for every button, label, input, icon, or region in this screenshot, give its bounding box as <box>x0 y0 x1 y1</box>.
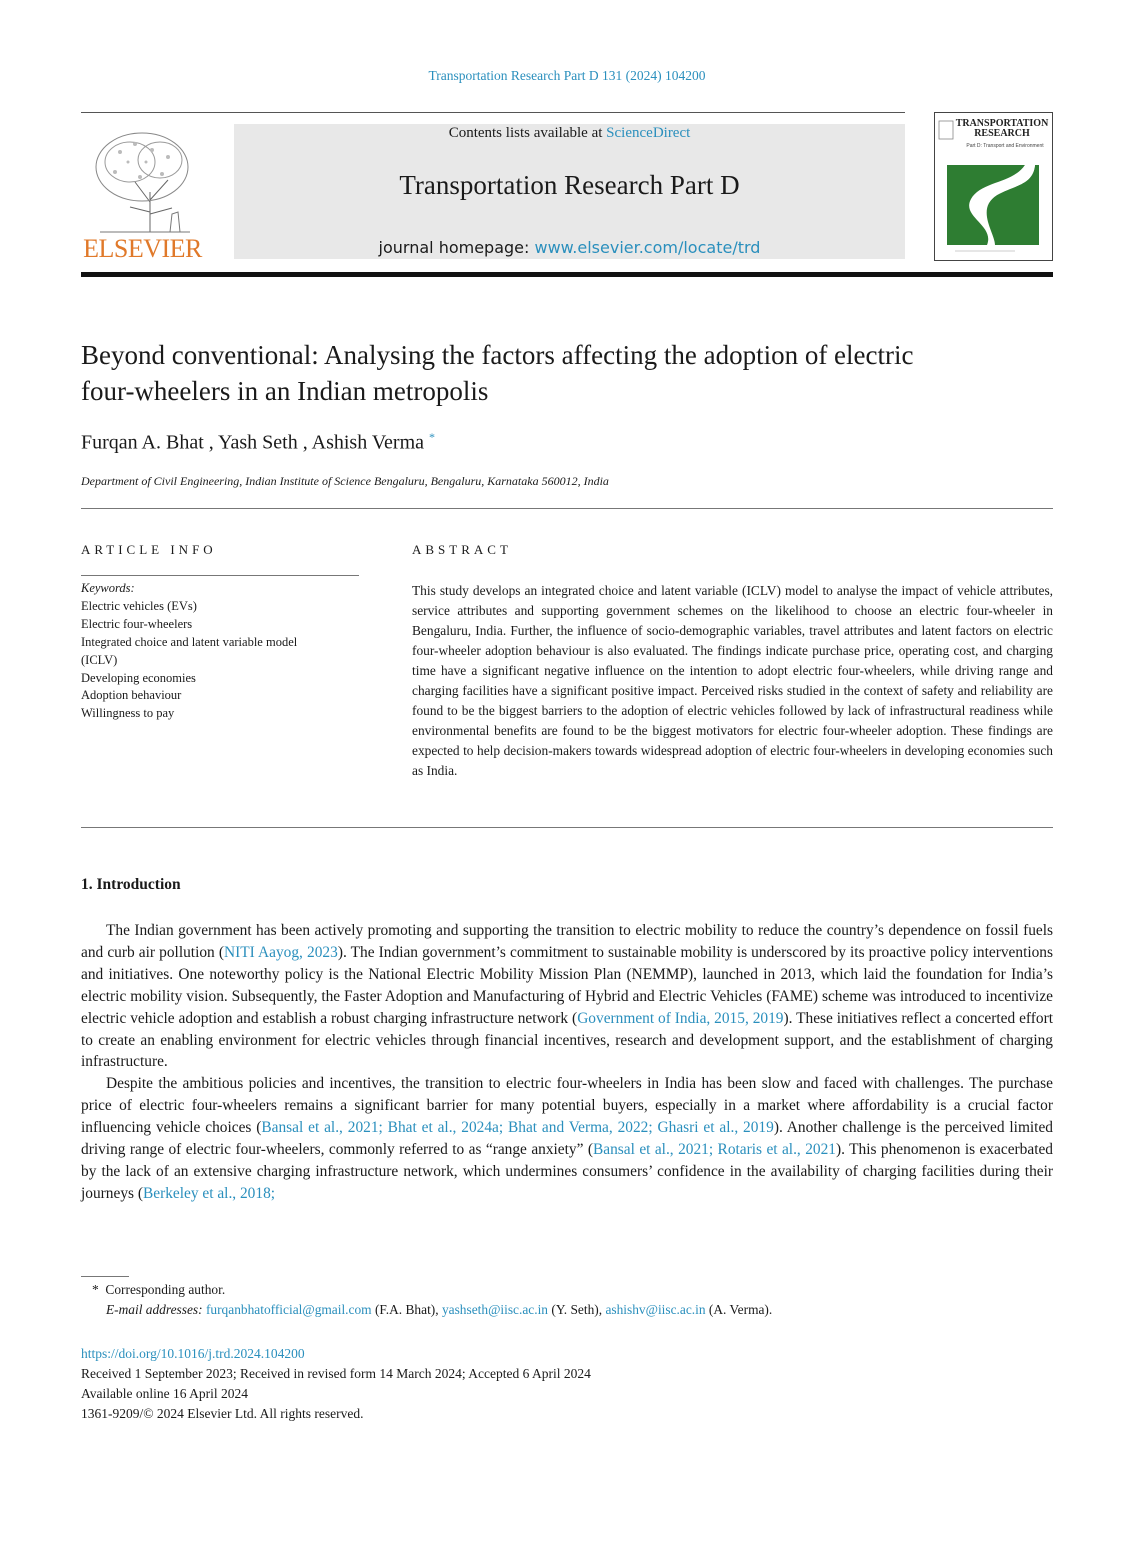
paragraph-text: ). Another challenge is the perceived limited driving range of electric four-wheelers, commonly referred to as “range anxiety” ( <box>81 1119 1053 1159</box>
citation-link[interactable]: Berkeley et al., 2018; <box>142 1184 276 1202</box>
author-separator: , <box>297 431 312 454</box>
keyword-item: Electric four-wheelers <box>81 616 193 631</box>
email-label: E-mail addresses: <box>106 1302 203 1317</box>
abstract-text: This study develops an integrated choice and latent variable (ICLV) model to analyse the impact of vehicle attributes, service attributes and supporting government schemes on the likelihood to choose an electric four-wheeler in Bengaluru, India. Further, the influence of socio-demographic variables, travel attributes and latent factors on electric four-wheeler adoption behaviour is also evaluated. The findings indicate purchase price, operating cost, and charging time have a significant negative influence on the intention to adopt electric four-wheelers, while driving range and charging facilities have a significant positive impact. Perceived risks studied in the context of safety and reliability are found to be the biggest barriers to the adoption of electric vehicles followed by lack of infrastructural readiness while environmental benefits are found to be the biggest motivators for electric four-wheeler adoption. These findings are expected to help decision-makers towards widespread adoption of electric four-wheelers in developing economies such as India. <box>412 583 1053 778</box>
top-divider <box>81 112 905 113</box>
section-heading-introduction: 1. Introduction <box>81 876 181 893</box>
keyword-item: Electric vehicles (EVs) <box>81 598 197 613</box>
article-info-heading: ARTICLE INFO <box>81 542 217 557</box>
paragraph-text: The Indian government has been actively promoting and supporting the transition to electric mobility to reduce the country’s dependence on fossil fuels and curb air pollution ( <box>81 922 1053 961</box>
cover-road-graphic <box>935 113 1052 260</box>
footnote-mark: * <box>92 1282 99 1297</box>
keyword-item: Willingness to pay <box>81 706 175 721</box>
author-name[interactable]: Yash Seth <box>218 431 298 454</box>
paragraph <box>81 1073 1053 1204</box>
received-dates: Received 1 September 2023; Received in revised form 14 March 2024; Accepted 6 April 2024 <box>81 1366 591 1381</box>
cover-subtitle: Part D: Transport and Environment <box>966 143 1044 149</box>
contents-line <box>234 125 905 142</box>
article-info-divider <box>81 575 359 576</box>
email-owner: (A. Verma). <box>708 1302 773 1317</box>
email-link[interactable]: yashseth@iisc.ac.in <box>441 1302 548 1317</box>
copyright: 1361-9209/© 2024 Elsevier Ltd. All rights reserved. <box>81 1406 364 1421</box>
homepage-line <box>234 238 905 257</box>
paragraph-text: ). The Indian government’s commitment to sustainable mobility is underscored by its proactive policy interventions and initiatives. One noteworthy policy is the National Electric Mobility Mission Plan (NEMMP), launched in 2013, which laid the foundation for India’s electric mobility vision. Subsequently, the Faster Adoption and Manufacturing of Hybrid and Electric Vehicles (FAME) scheme was introduced to incentivize electric vehicle adoption and establish a robust charging infrastructure network ( <box>81 943 1053 1027</box>
journal-cover-thumbnail <box>934 112 1053 261</box>
homepage-prefix: journal homepage: <box>378 238 535 257</box>
homepage-link[interactable]: www.elsevier.com/locate/trd <box>534 238 761 257</box>
journal-title: Transportation Research Part D <box>399 170 740 200</box>
email-link[interactable]: ashishv@iisc.ac.in <box>605 1302 706 1317</box>
citation-link[interactable]: Bansal et al., 2021; Rotaris et al., 2021 <box>593 1141 836 1159</box>
abstract-heading: ABSTRACT <box>412 542 512 557</box>
online-date: Available online 16 April 2024 <box>81 1386 248 1401</box>
keyword-item: Adoption behaviour <box>81 688 182 703</box>
footnote-divider <box>81 1276 129 1277</box>
sciencedirect-link[interactable]: ScienceDirect <box>606 125 691 141</box>
contents-prefix: Contents lists available at <box>448 125 607 141</box>
header-thick-divider <box>81 272 1053 277</box>
elsevier-wordmark: ELSEVIER <box>83 234 202 263</box>
paragraph-text: ). This phenomenon is exacerbated by the lack of an extensive charging infrastructure network, which undermines consumers’ confidence in the availability of charging facilities during their journeys ( <box>81 1141 1053 1202</box>
paragraph-text: ). These initiatives reflect a concerted effort to create an enabling environment for electric vehicles through financial incentives, research and development support, and the establishment of charging infrastructure. <box>81 1009 1053 1071</box>
divider <box>81 827 1053 828</box>
paragraph-text: Despite the ambitious policies and incentives, the transition to electric four-wheelers in India has been slow and faced with challenges. The purchase price of electric four-wheelers remains a significant barrier for many potential buyers, especially in a market where affordability is a crucial factor influencing vehicle choices ( <box>81 1075 1053 1137</box>
keywords-block <box>81 580 361 723</box>
paragraph <box>81 920 1053 1073</box>
corresponding-author-mark[interactable]: * <box>429 430 436 444</box>
affiliation: Department of Civil Engineering, Indian Institute of Science Bengaluru, Bengaluru, Karnataka 560012, India <box>81 474 609 488</box>
keyword-item: Integrated choice and latent variable model <box>81 634 298 649</box>
doi-link[interactable]: https://doi.org/10.1016/j.trd.2024.104200 <box>81 1346 305 1361</box>
divider <box>81 508 1053 509</box>
email-owner: (F.A. Bhat) <box>374 1302 436 1317</box>
author-list <box>81 430 435 455</box>
keywords-label: Keywords: <box>81 581 135 595</box>
footnote <box>92 1280 772 1320</box>
cover-title: TRANSPORTATION RESEARCH <box>955 118 1049 139</box>
email-owner: (Y. Seth) <box>551 1302 599 1317</box>
citation-link[interactable]: Government of India, 2015, 2019 <box>577 1009 784 1027</box>
keyword-item: (ICLV) <box>81 652 118 667</box>
citation-link[interactable]: Bansal et al., 2021; Bhat et al., 2024a; Bhat and Verma, 2022; Ghasri et al., 2019 <box>261 1119 774 1137</box>
citation-link[interactable]: NITI Aayog, 2023 <box>223 943 338 961</box>
email-line: E-mail addresses: furqanbhatofficial@gmail.com (F.A. Bhat), yashseth@iisc.ac.in (Y. Seth), ashishv@iisc.ac.in (A. Verma). <box>106 1302 773 1317</box>
corresponding-author-text: Corresponding author. <box>105 1282 226 1297</box>
author-separator: , <box>203 431 219 454</box>
introduction-body <box>81 920 1053 1205</box>
article-title: Beyond conventional: Analysing the factors affecting the adoption of electric four-wheelers in an Indian metropolis <box>81 340 914 406</box>
author-name[interactable]: Furqan A. Bhat <box>81 431 204 454</box>
keyword-item: Developing economies <box>81 670 196 685</box>
publication-info <box>81 1344 591 1424</box>
corresponding-author-note <box>92 1280 772 1300</box>
author-name[interactable]: Ashish Verma <box>311 431 425 454</box>
journal-reference-link[interactable]: Transportation Research Part D 131 (2024) 104200 <box>428 68 706 83</box>
email-link[interactable]: furqanbhatofficial@gmail.com <box>205 1302 372 1317</box>
